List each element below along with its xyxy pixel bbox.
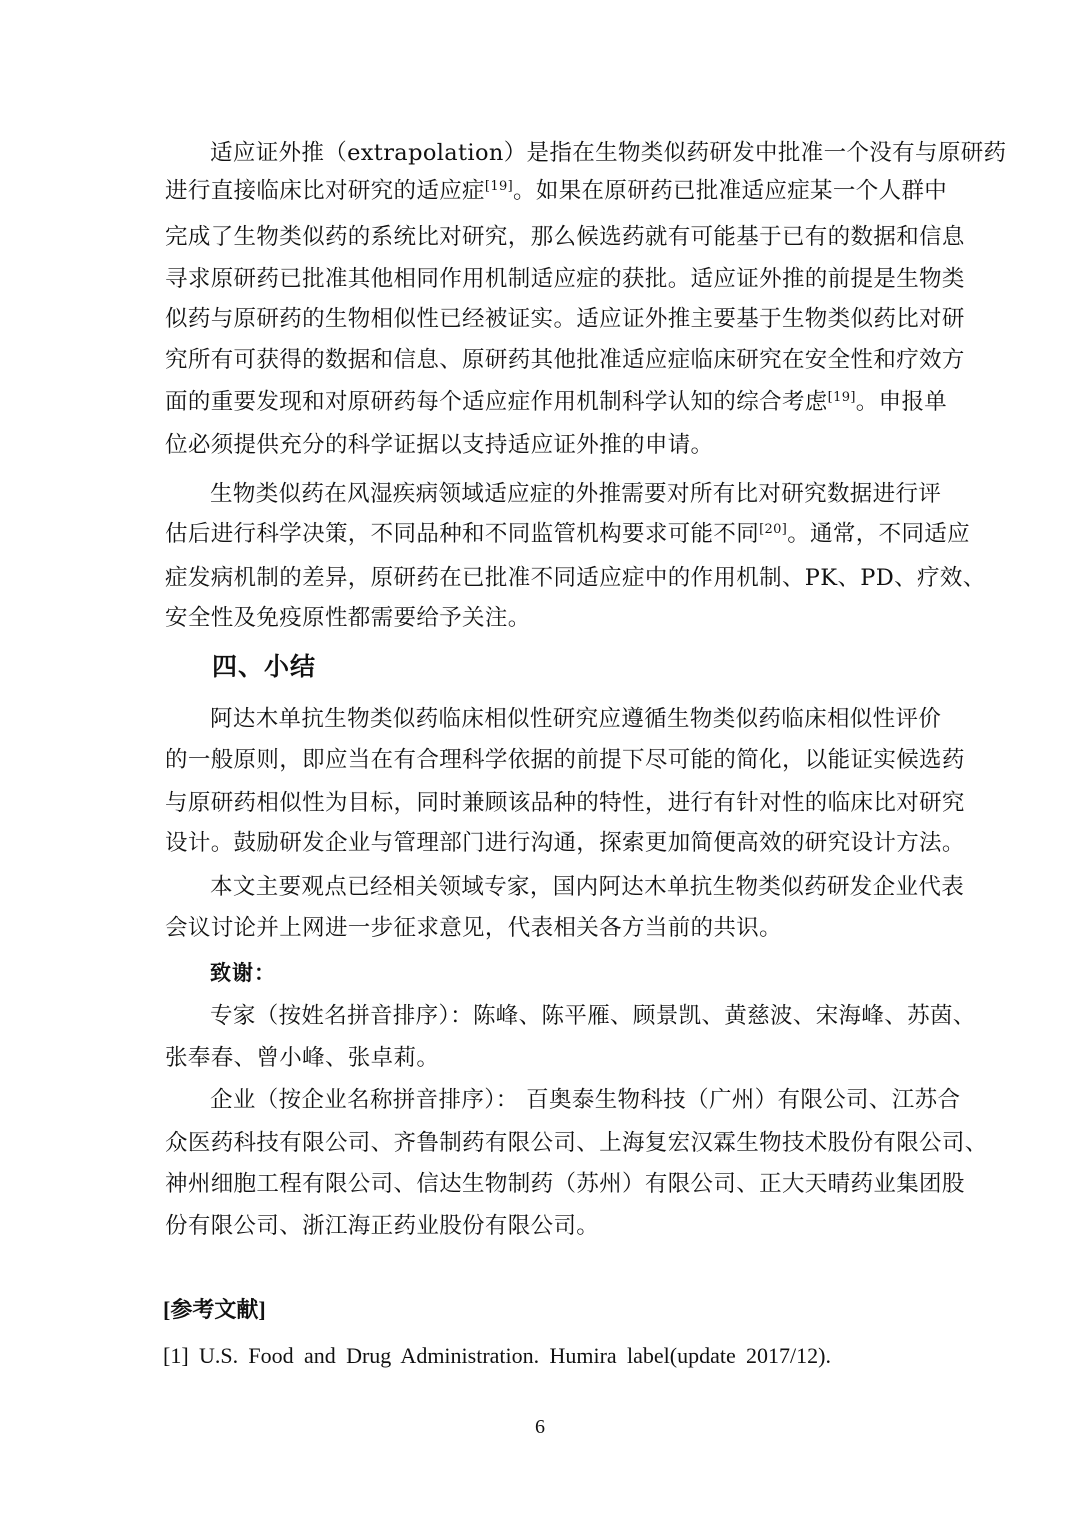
acknowledgements-companies-line-1: 企业（按企业名称拼音排序）： 百奥泰生物科技（广州）有限公司、江苏合: [210, 1087, 961, 1113]
acknowledgements-experts-line-1: 专家（按姓名拼音排序）：陈峰、陈平雁、顾景凯、黄慈波、宋海峰、苏茵、: [210, 1003, 976, 1029]
paragraph-extrapolation-line-4: 寻求原研药已批准其他相同作用机制适应症的获批。适应证外推的前提是生物类: [165, 266, 965, 292]
paragraph-rheumatology-line-1: 生物类似药在风湿疾病领域适应症的外推需要对所有比对研究数据进行评: [210, 481, 942, 507]
acknowledgements-title: 致谢：: [210, 960, 276, 985]
paragraph-consensus-line-1: 本文主要观点已经相关领域专家，国内阿达木单抗生物类似药研发企业代表: [210, 874, 965, 900]
paragraph-rheumatology-line-4: 安全性及免疫原性都需要给予关注。: [165, 605, 531, 631]
paragraph-extrapolation-line-3: 完成了生物类似药的系统比对研究，那么候选药就有可能基于已有的数据和信息: [165, 224, 965, 250]
acknowledgements-companies-line-4: 份有限公司、浙江海正药业股份有限公司。: [165, 1213, 600, 1239]
paragraph-extrapolation-line-5: 似药与原研药的生物相似性已经被证实。适应证外推主要基于生物类似药比对研: [165, 306, 965, 332]
paragraph-extrapolation-line-8: 位必须提供充分的科学证据以支持适应证外推的申请。: [165, 432, 714, 458]
paragraph-extrapolation-line-7: 面的重要发现和对原研药每个适应症作用机制科学认知的综合考虑[19]。申报单: [165, 389, 948, 415]
paragraph-consensus-line-2: 会议讨论并上网进一步征求意见，代表相关各方当前的共识。: [165, 915, 782, 941]
paragraph-summary-line-3: 与原研药相似性为目标，同时兼顾该品种的特性，进行有针对性的临床比对研究: [165, 790, 965, 816]
acknowledgements-companies-line-2: 众医药科技有限公司、齐鲁制药有限公司、上海复宏汉霖生物技术股份有限公司、: [165, 1130, 988, 1156]
reference-item: [1] U.S. Food and Drug Administration. Humira label(update 2017/12).: [163, 1343, 831, 1368]
paragraph-summary-line-4: 设计。鼓励研发企业与管理部门进行沟通，探索更加简便高效的研究设计方法。: [165, 830, 965, 856]
section-heading-summary: 四、小结: [212, 652, 317, 681]
paragraph-summary-line-1: 阿达木单抗生物类似药临床相似性研究应遵循生物类似药临床相似性评价: [210, 706, 942, 732]
paragraph-rheumatology-line-2: 估后进行科学决策，不同品种和不同监管机构要求可能不同[20]。通常，不同适应: [165, 521, 971, 547]
page-number: 6: [535, 1416, 545, 1438]
citation-ref: [19]: [484, 179, 513, 194]
acknowledgements-companies-line-3: 神州细胞工程有限公司、信达生物制药（苏州）有限公司、正大天晴药业集团股: [165, 1171, 965, 1197]
citation-ref: [20]: [759, 522, 788, 537]
citation-ref: [19]: [827, 390, 856, 405]
paragraph-rheumatology-line-3: 症发病机制的差异，原研药在已批准不同适应症中的作用机制、PK、PD、疗效、: [165, 565, 986, 591]
acknowledgements-experts-line-2: 张奉春、曾小峰、张卓莉。: [165, 1045, 440, 1071]
paragraph-extrapolation-line-1: 适应证外推（extrapolation）是指在生物类似药研发中批准一个没有与原研药: [210, 140, 1007, 166]
references-heading: [参考文献]: [163, 1297, 266, 1322]
paragraph-extrapolation-line-6: 究所有可获得的数据和信息、原研药其他批准适应症临床研究在安全性和疗效方: [165, 347, 965, 373]
paragraph-extrapolation-line-2: 进行直接临床比对研究的适应症[19]。如果在原研药已批准适应症某一个人群中: [165, 178, 948, 204]
paragraph-summary-line-2: 的一般原则，即应当在有合理科学依据的前提下尽可能的简化，以能证实候选药: [165, 747, 965, 773]
